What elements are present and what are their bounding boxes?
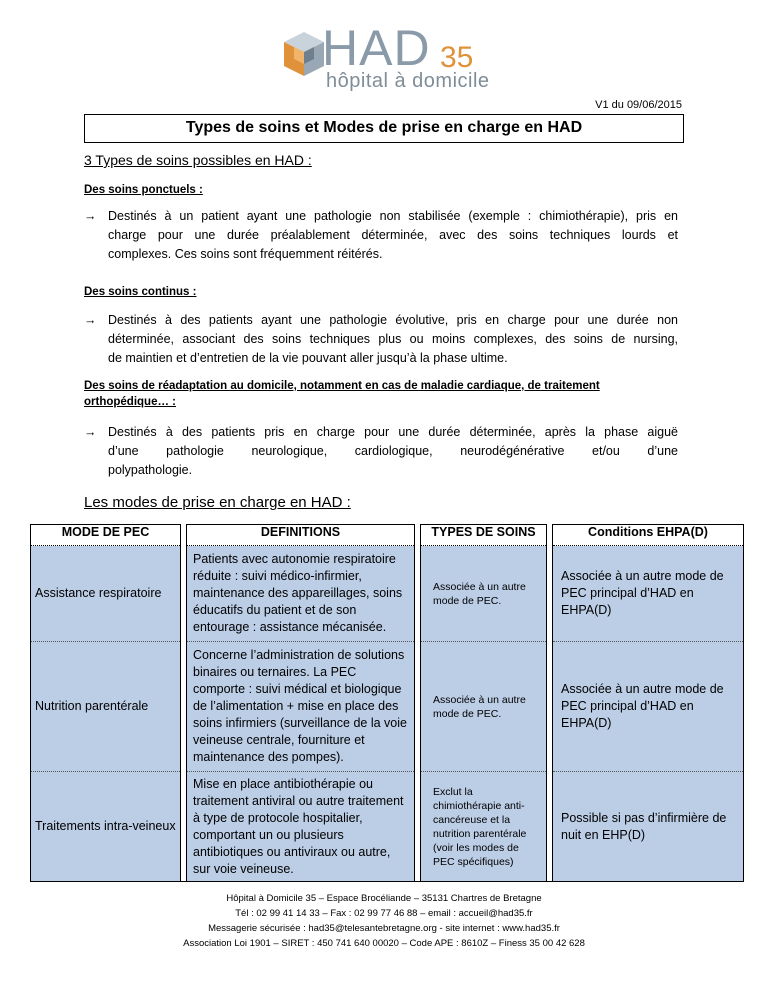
title-top-rule [84,114,684,115]
definition-cell: Mise en place antibiothérapie ou traitement antiviral ou autre traitement à type de protocole hospitalier, comportant un ou plusieurs antibiotiques ou antiviraux ou autre, sur voie veineuse. [187,772,415,882]
table-row [31,546,744,642]
footer-web: Messagerie sécurisée : had35@telesantebretagne.org - site internet : www.had35.fr [208,923,560,934]
soins-continus-heading: Des soins continus : [84,286,197,298]
footer-contact: Tél : 02 99 41 14 33 – Fax : 02 99 77 46 88 – email : accueil@had35.fr [235,908,533,919]
soins-continus-text: → Destinés à des patients ayant une pathologie évolutive, pris en charge pour une durée non déterminée, associant des soins techniques plus ou moins complexes, des soins de nursing, de maintien et d’entretien de la vie pouvant aller jusqu’à la phase ultime. [84,313,678,365]
footer [0,891,768,951]
mode-cell: Traitements intra-veineux [31,772,181,882]
pec-table [30,524,744,882]
definition-cell: Concerne l’administration de solutions binaires ou ternaires. La PEC comporte : suivi médical et biologique de l’alimentation + mise en place des soins infirmiers (surveillance de la voie veineuse centrale, fourniture et maintenance des pompes). [187,642,415,772]
condition-cell: Possible si pas d’infirmière de nuit en EHP(D) [553,772,744,882]
mode-cell: Assistance respiratoire [31,546,181,642]
condition-cell: Associée à un autre mode de PEC principal d’HAD en EHPA(D) [553,642,744,772]
table-row [31,772,744,882]
section2-heading: Les modes de prise en charge en HAD : [84,494,351,511]
arrow-icon: → [84,425,97,439]
soins-readaptation-text: → Destinés à des patients pris en charge pour une durée déterminée, après la phase aiguë d’une pathologie neurologique, cardiologique, neurodégénérative et/ou d’une polypathologie. [84,425,678,477]
col-header-conditions: Conditions EHPA(D) [553,525,744,546]
mode-cell: Nutrition parentérale [31,642,181,772]
had35-logo [270,18,490,96]
logo-brand: HAD [322,20,431,76]
col-header-types: TYPES DE SOINS [421,525,547,546]
definition-cell: Patients avec autonomie respiratoire réduite : suivi médico-infirmier, maintenance des appareillages, soins éducatifs du patient et de son entourage : assistance mécanisée. [187,546,415,642]
soins-cell: Associée à un autre mode de PEC. [421,546,547,642]
condition-cell: Associée à un autre mode de PEC principal d’HAD en EHPA(D) [553,546,744,642]
soins-cell: Exclut la chimiothérapie anti-cancéreuse et la nutrition parentérale (voir les modes de PEC spécifiques) [421,772,547,882]
soins-cell: Associée à un autre mode de PEC. [421,642,547,772]
logo-number: 35 [440,41,474,74]
section1-heading: 3 Types de soins possibles en HAD : [84,152,312,168]
col-header-definitions: DEFINITIONS [187,525,415,546]
soins-ponctuels-text: → Destinés à un patient ayant une pathologie non stabilisée (exemple : chimiothérapie), pris en charge pour une durée préalablement déterminée, avec des soins techniques lourds et complexes. Ces soins sont fréquemment réitérés. [84,209,678,261]
footer-address: Hôpital à Domicile 35 – Espace Brocéliande – 35131 Chartres de Bretagne [226,893,542,904]
logo-tagline: hôpital à domicile [326,70,490,92]
page-title: Types de soins et Modes de prise en charge en HAD [185,119,583,136]
arrow-icon: → [84,313,97,327]
soins-ponctuels-heading: Des soins ponctuels : [84,184,203,196]
table-header-row [31,525,744,546]
col-header-mode: MODE DE PEC [31,525,181,546]
version-label: V1 du 09/06/2015 [595,99,682,111]
title-box [84,114,684,143]
soins-readaptation-heading: Des soins de réadaptation au domicile, notamment en cas de maladie cardiaque, de traitement orthopédique… : [84,380,600,408]
footer-legal: Association Loi 1901 – SIRET : 450 741 640 00020 – Code APE : 8610Z – Finess 35 00 42 628 [183,938,585,949]
arrow-icon: → [84,209,97,223]
table-row [31,642,744,772]
